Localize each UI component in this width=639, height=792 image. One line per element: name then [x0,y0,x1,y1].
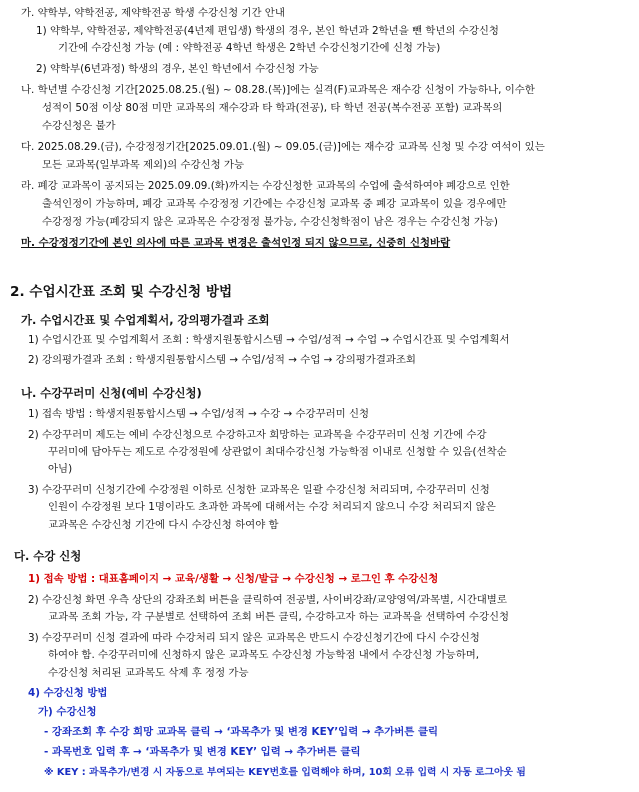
section2-da-heading: 다. 수강 신청 [14,549,82,563]
section1-ma-warning: 마. 수강정정기간에 본인 의사에 따른 교과목 변경은 출석인정 되지 않으므로, 신중히 신청바람 [21,237,451,249]
section2-na-item1: 1) 접속 방법 : 학생지원통합시스템 → 수업/성적 → 수강 → 수강꾸러미 신청 [28,408,370,420]
section2-da-item3-line1: 3) 수강꾸러미 신청 결과에 따라 수강처리 되지 않은 교과목은 반드시 수강신청기간에 다시 수강신청 [28,632,480,644]
section1-ra-line1: 라. 폐강 교과목이 공지되는 2025.09.09.(화)까지는 수강신청한 교과목의 수업에 출석하여야 폐강으로 인한 [21,180,510,192]
section1-ra-line3: 수강정정 가능(폐강되지 않은 교과목은 수강정정 불가능, 수강신청학점이 남은 경우는 수강신청 가능) [42,216,498,228]
section2-da-item4-heading: 4) 수강신청 방법 [28,687,108,699]
section2-na-item2-line1: 2) 수강꾸러미 제도는 예비 수강신청으로 수강하고자 희망하는 교과목을 수강꾸러미 신청 기간에 수강 [28,429,487,441]
section1-da-line2: 모든 교과목(일부과목 제외)의 수강신청 가능 [42,159,244,171]
section2-da-item2-line2: 교과목 조회 가능, 각 구분별로 선택하여 조회 버튼 클릭, 수강하고자 하는 교과목을 선택하여 수강신청 [48,611,510,623]
section2-ga-item2: 2) 강의평가결과 조회 : 학생지원통합시스템 → 수업/성적 → 수업 → 강의평가결과조회 [28,354,416,366]
section2-da-item1-access-path: 1) 접속 방법 : 대표홈페이지 → 교육/생활 → 신청/발급 → 수강신청 → 로그인 후 수강신청 [28,573,439,585]
section1-ga-item2: 2) 약학부(6년과정) 학생의 경우, 본인 학년에서 수강신청 가능 [36,63,319,75]
section2-title: 2. 수업시간표 조회 및 수강신청 방법 [10,284,233,300]
section2-da-item3-line2: 하여야 함. 수강꾸러미에 신청하지 않은 교과목도 수강신청 가능학점 내에서 수강신청 가능하며, [48,649,480,661]
section2-ga-heading: 가. 수업시간표 및 수업계획서, 강의평가결과 조회 [21,313,270,327]
section2-da-item4-bullet2: - 과목번호 입력 후 → ‘과목추가 및 변경 KEY’ 입력 → 추가버튼 클릭 [44,746,361,758]
section2-ga-item1: 1) 수업시간표 및 수업계획서 조회 : 학생지원통합시스템 → 수업/성적 → 수업 → 수업시간표 및 수업계획서 [28,334,510,346]
section1-ga-heading: 가. 약학부, 약학전공, 제약학전공 학생 수강신청 기간 안내 [21,7,285,19]
section2-na-item3-line3: 교과목은 수강신청 기간에 다시 수강신청 하여야 함 [48,519,279,531]
section2-da-item4-key-note: ※ KEY : 과목추가/변경 시 자동으로 부여되는 KEY번호를 입력해야 하며, 10회 오류 입력 시 자동 로그아웃 됨 [44,767,526,778]
section1-na-line2: 성적이 50점 이상 80점 미만 교과목의 재수강과 타 학과(전공), 타 학년 전공(복수전공 포함) 교과목의 [42,102,503,114]
section2-da-item2-line1: 2) 수강신청 화면 우측 상단의 강좌조회 버튼을 클릭하여 전공별, 사이버강좌/교양영역/과목별, 시간대별로 [28,594,507,606]
section1-ra-line2: 출석인정이 가능하며, 폐강 교과목 수강정정 기간에는 수강신청 교과목 중 폐강 교과목이 있을 경우에만 [42,198,507,210]
section2-da-item3-line3: 수강신청 처리된 교과목도 삭제 후 정정 가능 [48,667,249,679]
section1-na-line1: 나. 학년별 수강신청 기간[2025.08.25.(월) ~ 08.28.(목)]에는 실격(F)교과목은 재수강 신청이 가능하나, 이수한 [21,84,535,96]
section1-ga-item1-line1: 1) 약학부, 약학전공, 제약학전공(4년제 편입생) 학생의 경우, 본인 학년과 2학년을 뺀 학년의 수강신청 [36,25,499,37]
section2-da-item4-ga: 가) 수강신청 [38,706,97,718]
section1-ga-item1-line2: 기간에 수강신청 가능 (예 : 약학전공 4학년 학생은 2학년 수강신청기간에 신청 가능) [58,42,441,54]
section2-na-item3-line2: 인원이 수강정원 보다 1명이라도 초과한 과목에 대해서는 수강 처리되지 않으니 수강 처리되지 않은 [48,501,496,513]
section1-na-line3: 수강신청은 불가 [42,120,116,132]
section2-na-heading: 나. 수강꾸러미 신청(예비 수강신청) [21,386,202,400]
section2-na-item2-line2: 꾸러미에 담아두는 제도로 수강정원에 상관없이 최대수강신청 가능학점 이내로 신청할 수 있음(선착순 [48,446,507,458]
section2-da-item4-bullet1: - 강좌조회 후 수강 희망 교과목 클릭 → ‘과목추가 및 변경 KEY’입력 → 추가버튼 클릭 [44,726,439,738]
section2-na-item3-line1: 3) 수강꾸러미 신청기간에 수강정원 이하로 신청한 교과목은 일괄 수강신청 처리되며, 수강꾸러미 신청 [28,484,490,496]
section1-da-line1: 다. 2025.08.29.(금), 수강정정기간[2025.09.01.(월) ~ 09.05.(금)]에는 재수강 교과목 신청 및 수강 여석이 있는 [21,141,545,153]
section2-na-item2-line3: 아님) [48,463,73,475]
